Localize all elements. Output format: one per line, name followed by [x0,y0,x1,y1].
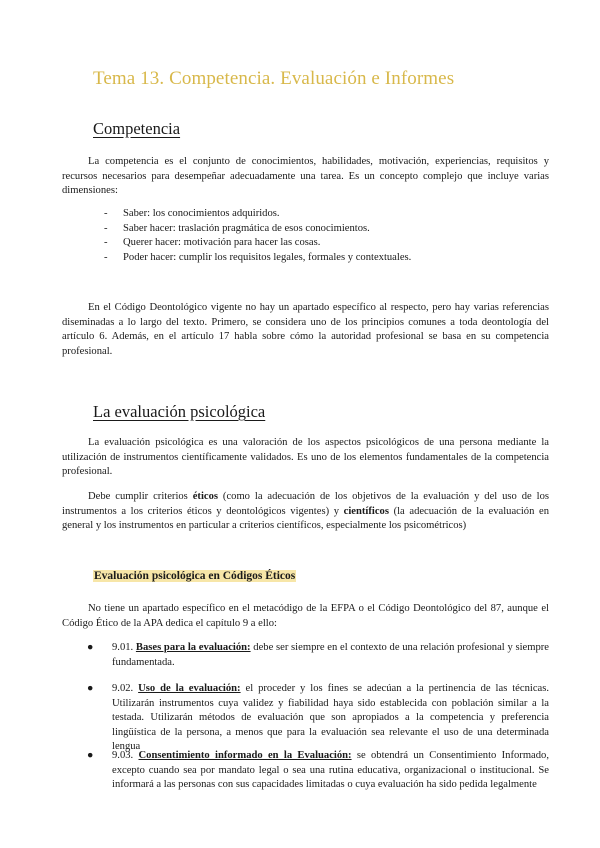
competencia-dimensions-list [104,207,411,265]
list-item: - Poder hacer: cumplir los requisitos legales, formales y contextuales. [104,251,411,266]
bullet-icon: ● [87,683,94,694]
heading-competencia: Competencia [93,119,181,138]
list-item: - Querer hacer: motivación para hacer las cosas. [104,236,411,251]
bullet-icon: ● [87,642,94,653]
bullet-item-9-03: ● 9.03. Consentimiento informado en la Evaluación: se obtendrá un Consentimiento Informado, excepto cuando sea por mandato legal o sea una rutina educativa, organizacional o institucional. Se informará a las personas con sus capacidades limitadas o cuya evaluación ha sido pedida legalmente [87,750,550,791]
term-cientificos: científicos [343,505,389,517]
bullet-item-9-02: ● 9.02. Uso de la evaluación: el proceder y los fines se adecúan a la pertinencia de las técnicas. Utilizarán instrumentos cuya validez y fiabilidad haya sido establecida con población similar a la testada. Utilizarán métodos de evaluación que son apropiados a la competencia y preferencia lingüística de la persona, a menos que para la evaluación sea relevante el uso de una determinada lengua [87,683,550,753]
list-item: - Saber hacer: traslación pragmática de esos conocimientos. [104,222,411,237]
heading-evaluacion: La evaluación psicológica [93,402,266,421]
paragraph-codigo-deontologico: En el Código Deontológico vigente no hay un apartado específico al respecto, pero hay varias referencias diseminadas a lo largo del texto. Primero, se considera uno de los principios comunes a toda deontología del artículo 6. Además, en el artículo 17 habla sobre cómo la autoridad profesional se basa en su competencia profesional. [62,302,549,357]
paragraph-evaluacion-def: La evaluación psicológica es una valoración de los aspectos psicológicos de una persona mediante la utilización de instrumentos científicamente validados. Es uno de los elementos fundamentales de la competencia profesional. [62,437,549,478]
document-title: Tema 13. Competencia. Evaluación e Informes [93,68,455,89]
heading-codigos-eticos: Evaluación psicológica en Códigos Éticos [94,570,296,582]
paragraph-evaluacion-criterios: Debe cumplir criterios éticos (como la adecuación de los objetivos de la evaluación y del uso de los instrumentos a los criterios éticos y deontológicos vigentes) y científicos (la adecuación de la evaluación en general y los instrumentos en particular a criterios científicos, especialmente los psicométricos) [62,491,549,532]
list-item: - Saber: los conocimientos adquiridos. [104,207,411,222]
bullet-item-9-01: ● 9.01. Bases para la evaluación: debe ser siempre en el contexto de una relación profesional y siempre fundamentada. [87,642,550,668]
term-eticos: éticos [192,491,219,502]
paragraph-competencia-intro: La competencia es el conjunto de conocimientos, habilidades, motivación, experiencias, requisitos y recursos necesarios para desempeñar adecuadamente una tarea. Es un concepto complejo que incluye varias dimensiones: [62,156,549,197]
bullet-icon: ● [87,750,94,761]
paragraph-codigos-intro: No tiene un apartado específico en el metacódigo de la EFPA o el Código Deontológico del 87, aunque el Código Ético de la APA dedica el capítulo 9 a ello: [62,603,549,629]
